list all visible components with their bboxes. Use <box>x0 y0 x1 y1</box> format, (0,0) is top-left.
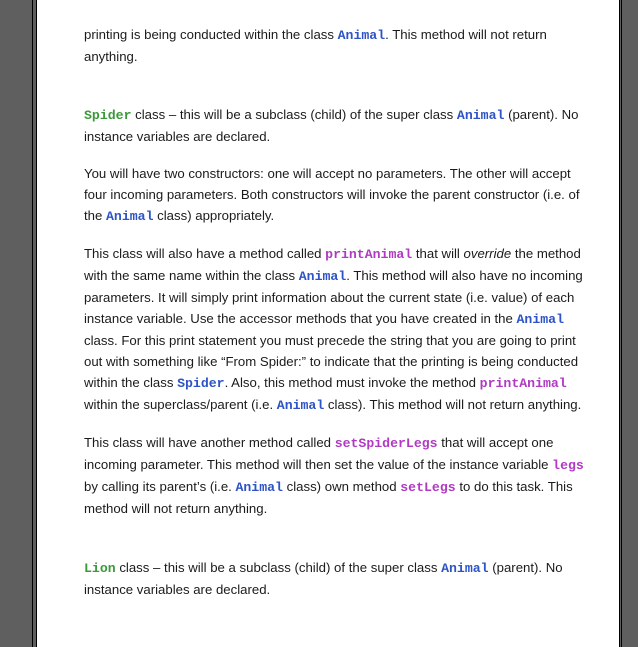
class-name-animal: Animal <box>235 480 283 495</box>
text-run: class) appropriately. <box>153 208 275 223</box>
text-run: class – this will be a subclass (child) of the super class <box>131 107 457 122</box>
text-run: class. For this print statement you must precede the string that you are going to print out with something like “From Spider:” to indicate that the printing is being conducted within the class <box>84 333 579 390</box>
class-name-lion: Lion <box>84 561 116 576</box>
class-name-animal: Animal <box>337 28 386 43</box>
method-name-setlegs: setLegs <box>400 480 456 495</box>
text-run: (parent). No instance variables are declared. <box>84 107 579 144</box>
text-run: . This method will not return anything. <box>84 27 547 64</box>
variable-name-legs: legs <box>552 458 584 473</box>
text-run: within the superclass/parent (i.e. <box>84 397 277 412</box>
paragraph-continuation <box>84 24 584 67</box>
text-run: This class will have another method called <box>84 435 335 450</box>
class-name-spider: Spider <box>84 108 132 123</box>
text-run: by calling its parent’s (i.e. <box>84 479 236 494</box>
class-name-animal: Animal <box>456 108 505 123</box>
paragraph-spider-class <box>84 104 584 147</box>
text-run: class) own method <box>282 479 401 494</box>
text-run: . Also, this method must invoke the method <box>224 375 480 390</box>
document-body <box>84 24 584 600</box>
class-name-animal: Animal <box>298 269 347 284</box>
text-run: to do this task. This method will not return anything. <box>84 479 573 516</box>
text-run: (parent). No instance variables are declared. <box>84 560 563 597</box>
class-name-animal: Animal <box>106 209 154 224</box>
method-name-printanimal: printAnimal <box>479 376 567 391</box>
class-name-animal: Animal <box>441 561 489 576</box>
text-run: that will <box>412 246 464 261</box>
paragraph-constructors <box>84 163 584 227</box>
text-run: class – this will be a subclass (child) of the super class <box>115 560 442 575</box>
page-right-border <box>621 0 622 647</box>
method-name-setspiderlegs: setSpiderLegs <box>334 436 438 451</box>
emphasis-override: override <box>463 246 512 261</box>
class-name-animal: Animal <box>276 398 325 413</box>
text-run: the method with the same name within the class <box>84 246 581 283</box>
paragraph-print-animal <box>84 243 584 416</box>
text-run: class). This method will not return anything. <box>324 397 582 412</box>
class-name-animal: Animal <box>516 312 564 327</box>
class-name-spider: Spider <box>177 376 225 391</box>
text-run: that will accept one incoming parameter. This method will then set the value of the instance variable <box>84 435 554 472</box>
text-run: . This method will also have no incoming parameters. It will simply print information about the current state (i.e. value) of each instance variable. Use the accessor methods that you have created in the <box>84 268 583 326</box>
method-name-printanimal: printAnimal <box>325 247 413 262</box>
text-run: You will have two constructors: one will accept no parameters. The other will accept four incoming parameters. Both constructors will invoke the parent constructor (i.e. of the <box>84 166 580 223</box>
paragraph-lion-class <box>84 557 584 600</box>
document-page <box>36 0 620 647</box>
page-left-border <box>32 0 33 647</box>
paragraph-set-spider-legs <box>84 432 584 519</box>
text-run: This class will also have a method called <box>84 246 326 261</box>
text-run: printing is being conducted within the class <box>84 27 338 42</box>
